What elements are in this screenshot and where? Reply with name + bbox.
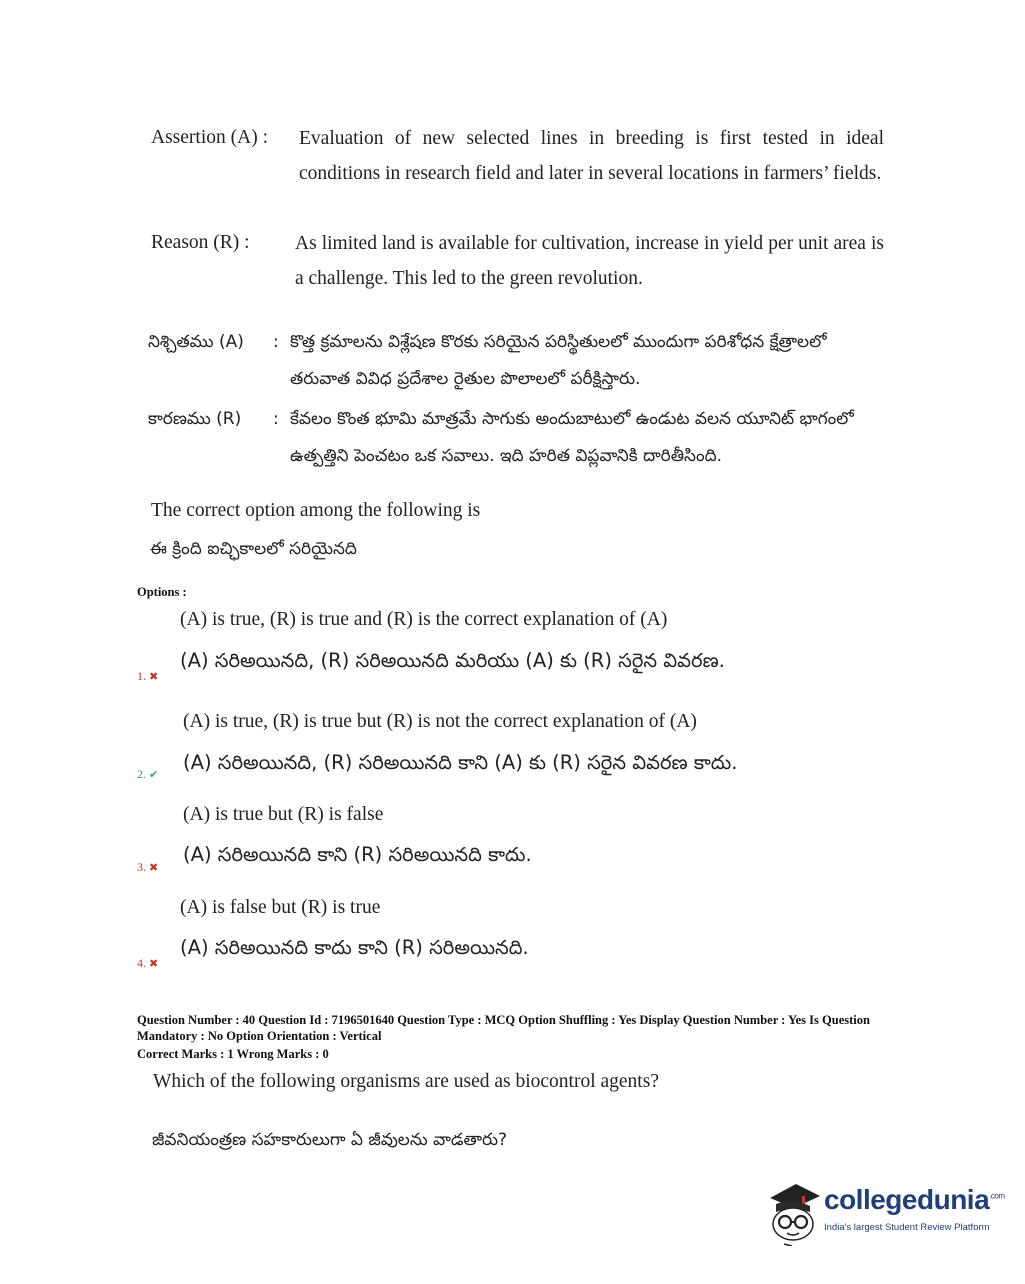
option-2-number xyxy=(137,767,158,782)
reason-te-colon: : xyxy=(273,409,279,429)
reason-label: Reason (R) : xyxy=(151,232,250,253)
meta-line-1: Question Number : 40 Question Id : 7196501640 Question Type : MCQ Option Shuffling : Yes Display Question Number : Yes Is Question xyxy=(137,1013,870,1027)
option-3-number xyxy=(137,860,158,875)
assertion-label: Assertion (A) : xyxy=(151,127,268,148)
assertion-te-line1: కొత్త క్రమాలను విశ్లేషణ కొరకు సరియైన పరిస్థితులలో ముందుగా పరిశోధన క్షేత్రాలలో xyxy=(290,332,827,352)
reason-te-line2: ఉత్పత్తిని పెంచటం ఒక సవాలు. ఇది హరిత విప్లవానికి దారితీసింది. xyxy=(290,446,723,466)
logo-name: collegedunia xyxy=(824,1184,990,1215)
option-3-en: (A) is true but (R) is false xyxy=(183,804,384,825)
collegedunia-logo xyxy=(762,1172,1005,1252)
option-1-num: 1. xyxy=(137,669,146,683)
prompt-te: ఈ క్రింది ఐచ్ఛికాలలో సరియైనది xyxy=(150,539,357,559)
option-2-en: (A) is true, (R) is true but (R) is not the correct explanation of (A) xyxy=(183,711,697,732)
option-1-te: (A) సరిఅయినది, (R) సరిఅయినది మరియు (A) కు (R) సరైన వివరణ. xyxy=(180,649,725,672)
correct-check-icon: ✔ xyxy=(149,769,159,781)
wrong-mark-icon: ✖ xyxy=(149,958,159,970)
option-4-num: 4. xyxy=(137,956,146,970)
meta-line-3: Correct Marks : 1 Wrong Marks : 0 xyxy=(137,1047,329,1061)
logo-wordmark xyxy=(824,1184,1005,1216)
assertion-te-label: నిశ్చితము (A) xyxy=(148,332,244,352)
option-4-te: (A) సరిఅయినది కాదు కాని (R) సరిఅయినది. xyxy=(180,936,529,959)
next-question-te: జీవనియంత్రణ సహకారులుగా ఏ జీవులను వాడతారు? xyxy=(152,1130,508,1150)
logo-tagline: India's largest Student Review Platform xyxy=(824,1222,990,1233)
wrong-mark-icon: ✖ xyxy=(149,862,159,874)
option-3-te: (A) సరిఅయినది కాని (R) సరిఅయినది కాదు. xyxy=(183,843,532,866)
options-label: Options : xyxy=(137,585,187,599)
option-2-num: 2. xyxy=(137,767,146,781)
option-1-number xyxy=(137,669,158,684)
wrong-mark-icon: ✖ xyxy=(149,671,159,683)
prompt-en: The correct option among the following is xyxy=(151,500,481,521)
meta-line-2: Mandatory : No Option Orientation : Vertical xyxy=(137,1029,382,1043)
assertion-text: Evaluation of new selected lines in breeding is first tested in ideal conditions in research field and later in several locations in farmers’ fields. xyxy=(299,128,884,184)
reason-te-label: కారణము (R) xyxy=(148,409,242,429)
student-mascot-icon xyxy=(762,1176,824,1246)
option-4-number xyxy=(137,956,158,971)
question-meta xyxy=(137,1012,917,1062)
assertion-te-line2: తరువాత వివిధ ప్రదేశాల రైతుల పొలాలలో పరీక్షిస్తారు. xyxy=(290,369,641,389)
option-2-te: (A) సరిఅయినది, (R) సరిఅయినది కాని (A) కు (R) సరైన వివరణ కాదు. xyxy=(183,751,738,774)
option-1-en: (A) is true, (R) is true and (R) is the correct explanation of (A) xyxy=(180,609,668,630)
option-3-num: 3. xyxy=(137,860,146,874)
next-question-en: Which of the following organisms are used as biocontrol agents? xyxy=(153,1071,659,1092)
assertion-te-colon: : xyxy=(273,332,279,352)
logo-suffix: .com xyxy=(989,1191,1005,1201)
option-4-en: (A) is false but (R) is true xyxy=(180,897,381,918)
reason-text: As limited land is available for cultivation, increase in yield per unit area is a challenge. This led to the green revolution. xyxy=(295,233,884,289)
reason-te-line1: కేవలం కొంత భూమి మాత్రమే సాగుకు అందుబాటులో ఉండుట వలన యూనిట్ భాగంలో xyxy=(290,409,854,429)
